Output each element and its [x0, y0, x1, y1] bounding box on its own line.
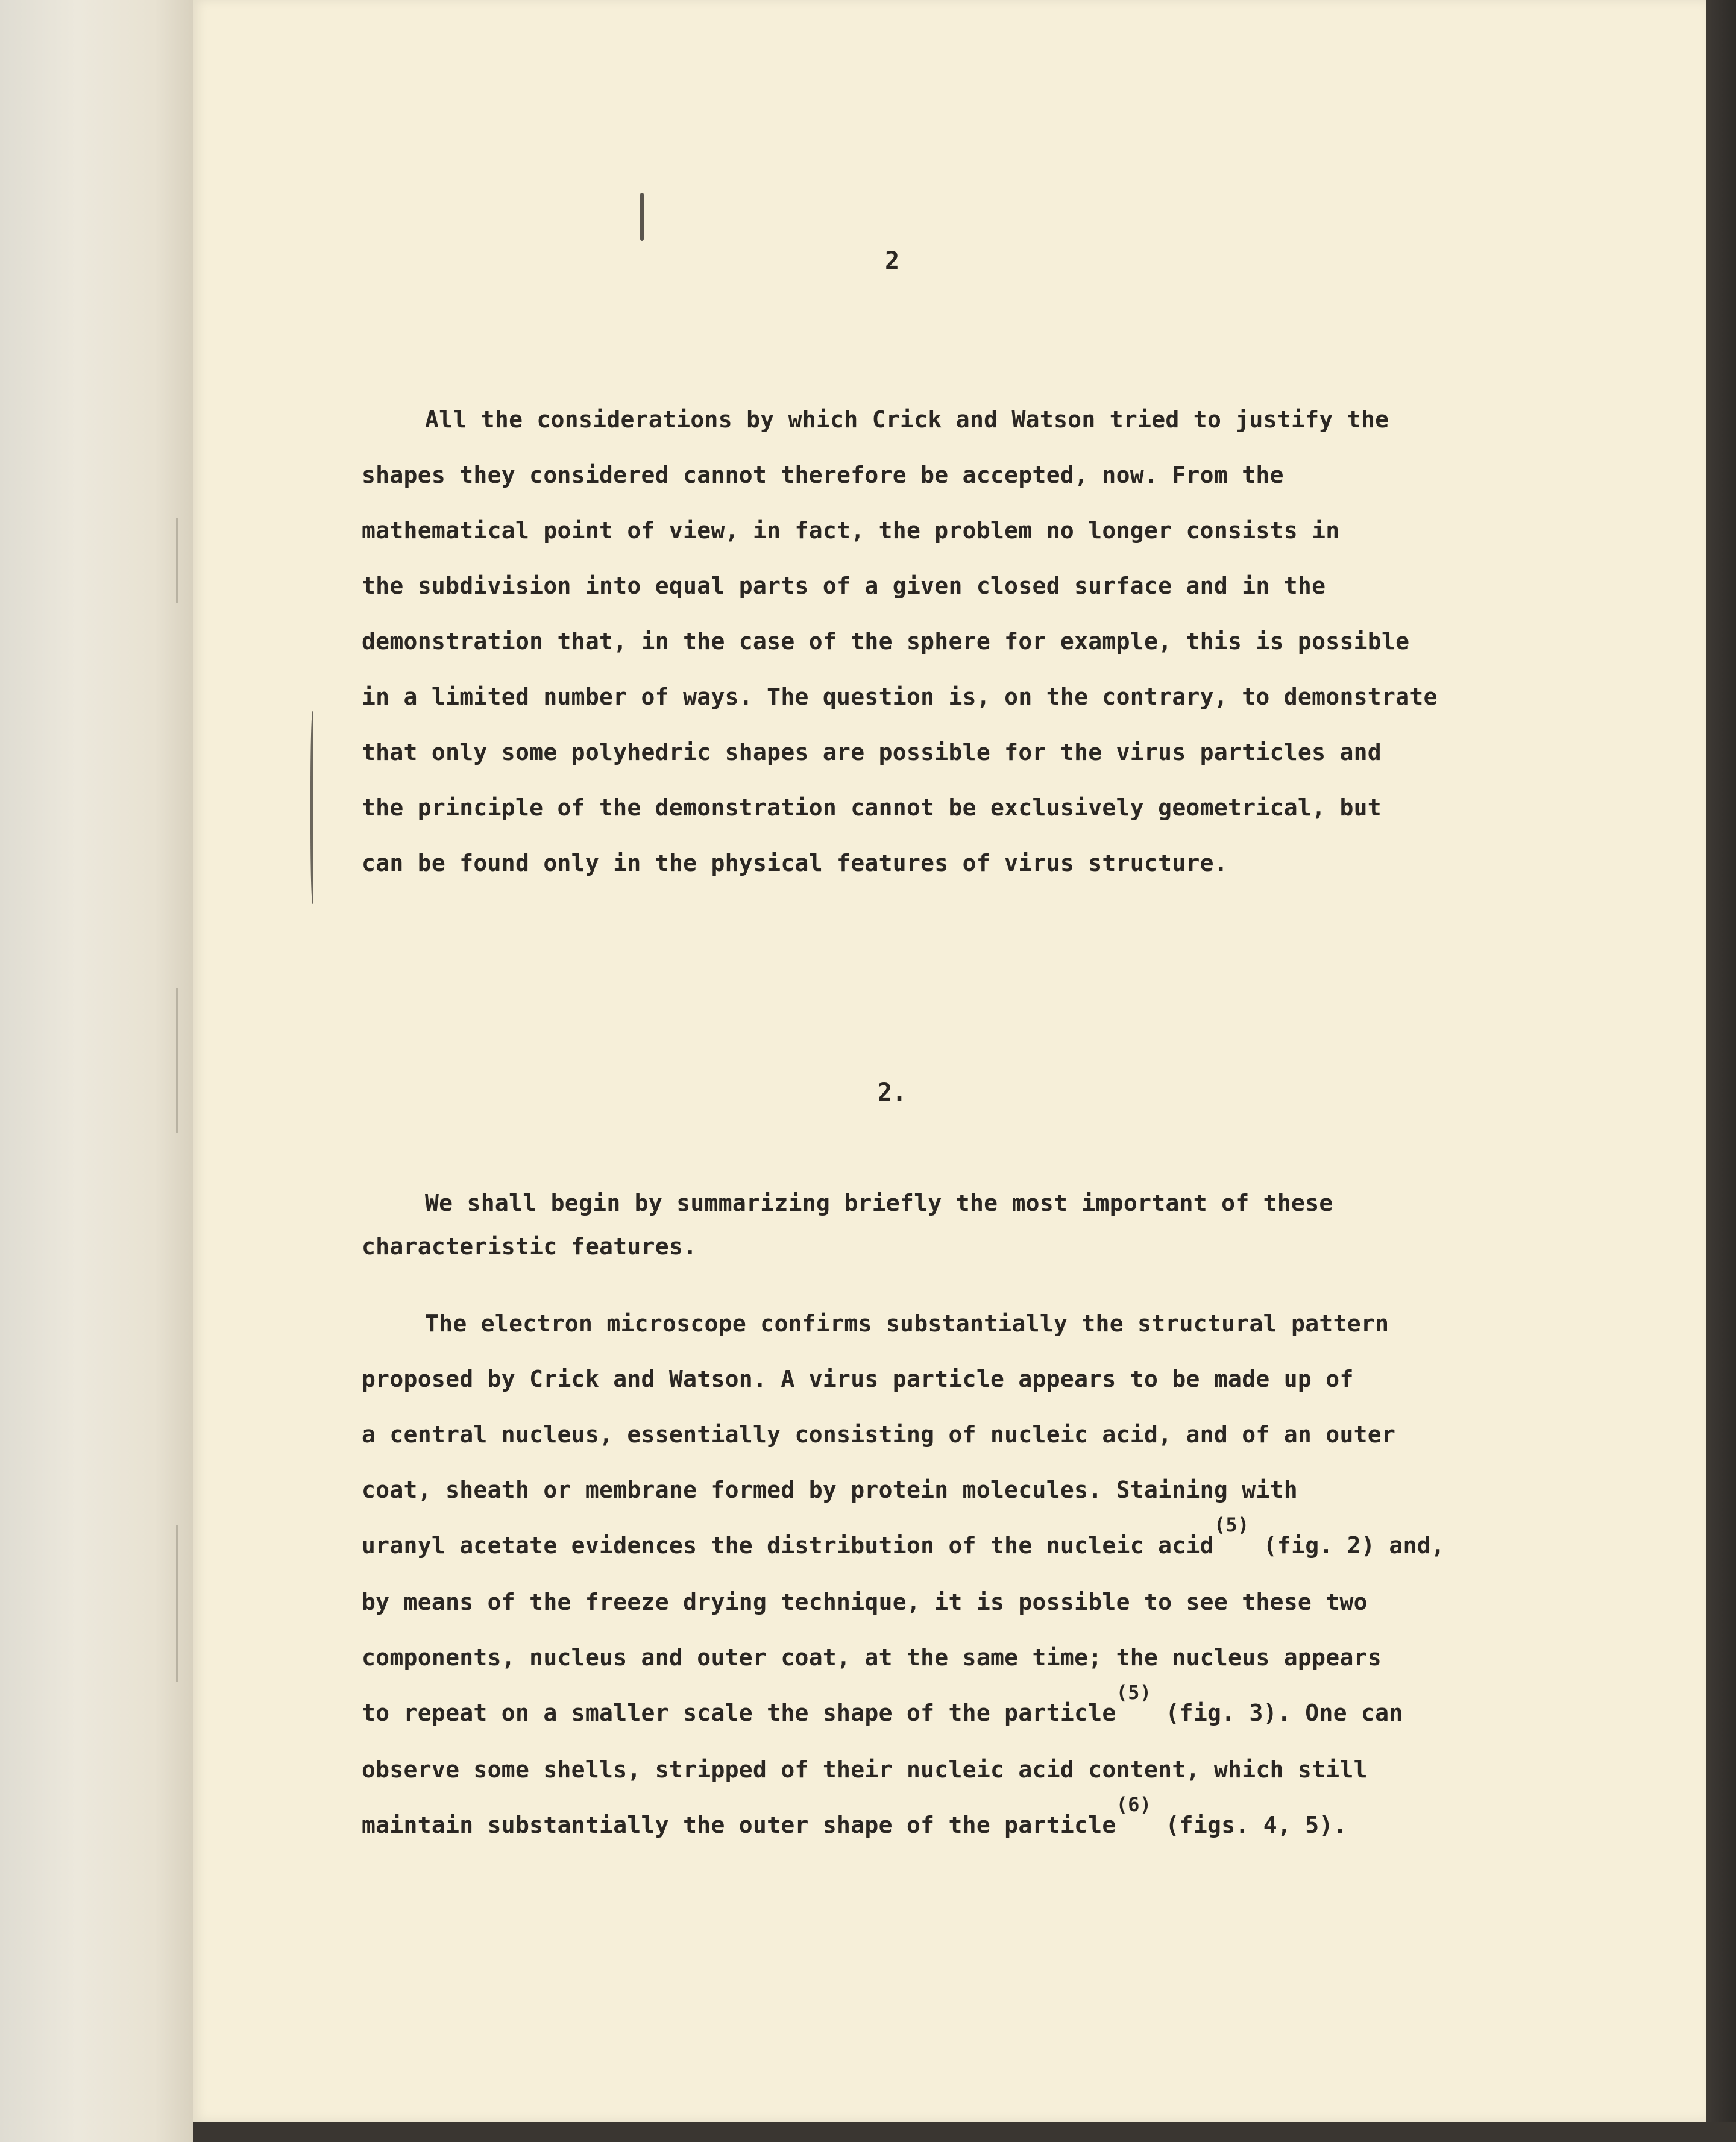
- text-span: (fig. 3). One can: [1151, 1700, 1403, 1726]
- text-line: can be found only in the physical features of virus structure.: [362, 850, 1228, 876]
- binding-mark: [176, 518, 178, 603]
- page-right-edge: [1706, 0, 1736, 2142]
- text-span: (fig. 2) and,: [1249, 1532, 1445, 1559]
- text-line: coat, sheath or membrane formed by protein molecules. Staining with: [362, 1477, 1298, 1503]
- text-line: mathematical point of view, in fact, the problem no longer consists in: [362, 517, 1340, 544]
- citation-superscript: (6): [1116, 1793, 1152, 1816]
- text-line: [362, 1793, 1628, 1854]
- text-line: in a limited number of ways. The question is, on the contrary, to demonstrate: [362, 683, 1438, 710]
- text-line: observe some shells, stripped of their nucleic acid content, which still: [362, 1756, 1368, 1783]
- text-line: We shall begin by summarizing briefly the most important of these: [425, 1190, 1333, 1216]
- text-line: the principle of the demonstration cannot be exclusively geometrical, but: [362, 794, 1382, 821]
- text-span: maintain substantially the outer shape of the particle: [362, 1812, 1116, 1838]
- section-number: 2.: [877, 1079, 907, 1107]
- text-line: proposed by Crick and Watson. A virus particle appears to be made up of: [362, 1366, 1354, 1392]
- paragraph-3: [362, 1296, 1628, 1854]
- binding-mark: [176, 1525, 178, 1682]
- binding-mark: [176, 988, 178, 1133]
- text-line: a central nucleus, essentially consisting of nucleic acid, and of an outer: [362, 1421, 1396, 1448]
- page-number: 2: [884, 247, 900, 275]
- text-line: The electron microscope confirms substantially the structural pattern: [425, 1310, 1389, 1337]
- underlying-page: [0, 0, 193, 2142]
- paragraph-1: [362, 392, 1628, 891]
- text-line: [362, 1681, 1628, 1742]
- citation-superscript: (5): [1116, 1681, 1152, 1704]
- text-line: demonstration that, in the case of the sphere for example, this is possible: [362, 628, 1410, 655]
- text-span: uranyl acetate evidences the distribution of the nucleic acid: [362, 1532, 1214, 1559]
- text-span: to repeat on a smaller scale the shape of the particle: [362, 1700, 1116, 1726]
- text-line: shapes they considered cannot therefore be accepted, now. From the: [362, 462, 1284, 488]
- text-span: (figs. 4, 5).: [1151, 1812, 1347, 1838]
- text-line: [362, 1513, 1628, 1574]
- pencil-margin-line: [310, 711, 316, 904]
- text-line: by means of the freeze drying technique, it is possible to see these two: [362, 1589, 1368, 1615]
- text-line: the subdivision into equal parts of a given closed surface and in the: [362, 573, 1326, 599]
- text-line: All the considerations by which Crick and Watson tried to justify the: [425, 406, 1389, 433]
- pencil-tick-mark: [640, 193, 644, 241]
- paragraph-2: [362, 1181, 1628, 1268]
- text-line: components, nucleus and outer coat, at the same time; the nucleus appears: [362, 1644, 1382, 1671]
- text-line: that only some polyhedric shapes are possible for the virus particles and: [362, 739, 1382, 765]
- page-bottom-edge: [193, 2122, 1736, 2142]
- citation-superscript: (5): [1213, 1513, 1250, 1536]
- text-line: characteristic features.: [362, 1233, 697, 1260]
